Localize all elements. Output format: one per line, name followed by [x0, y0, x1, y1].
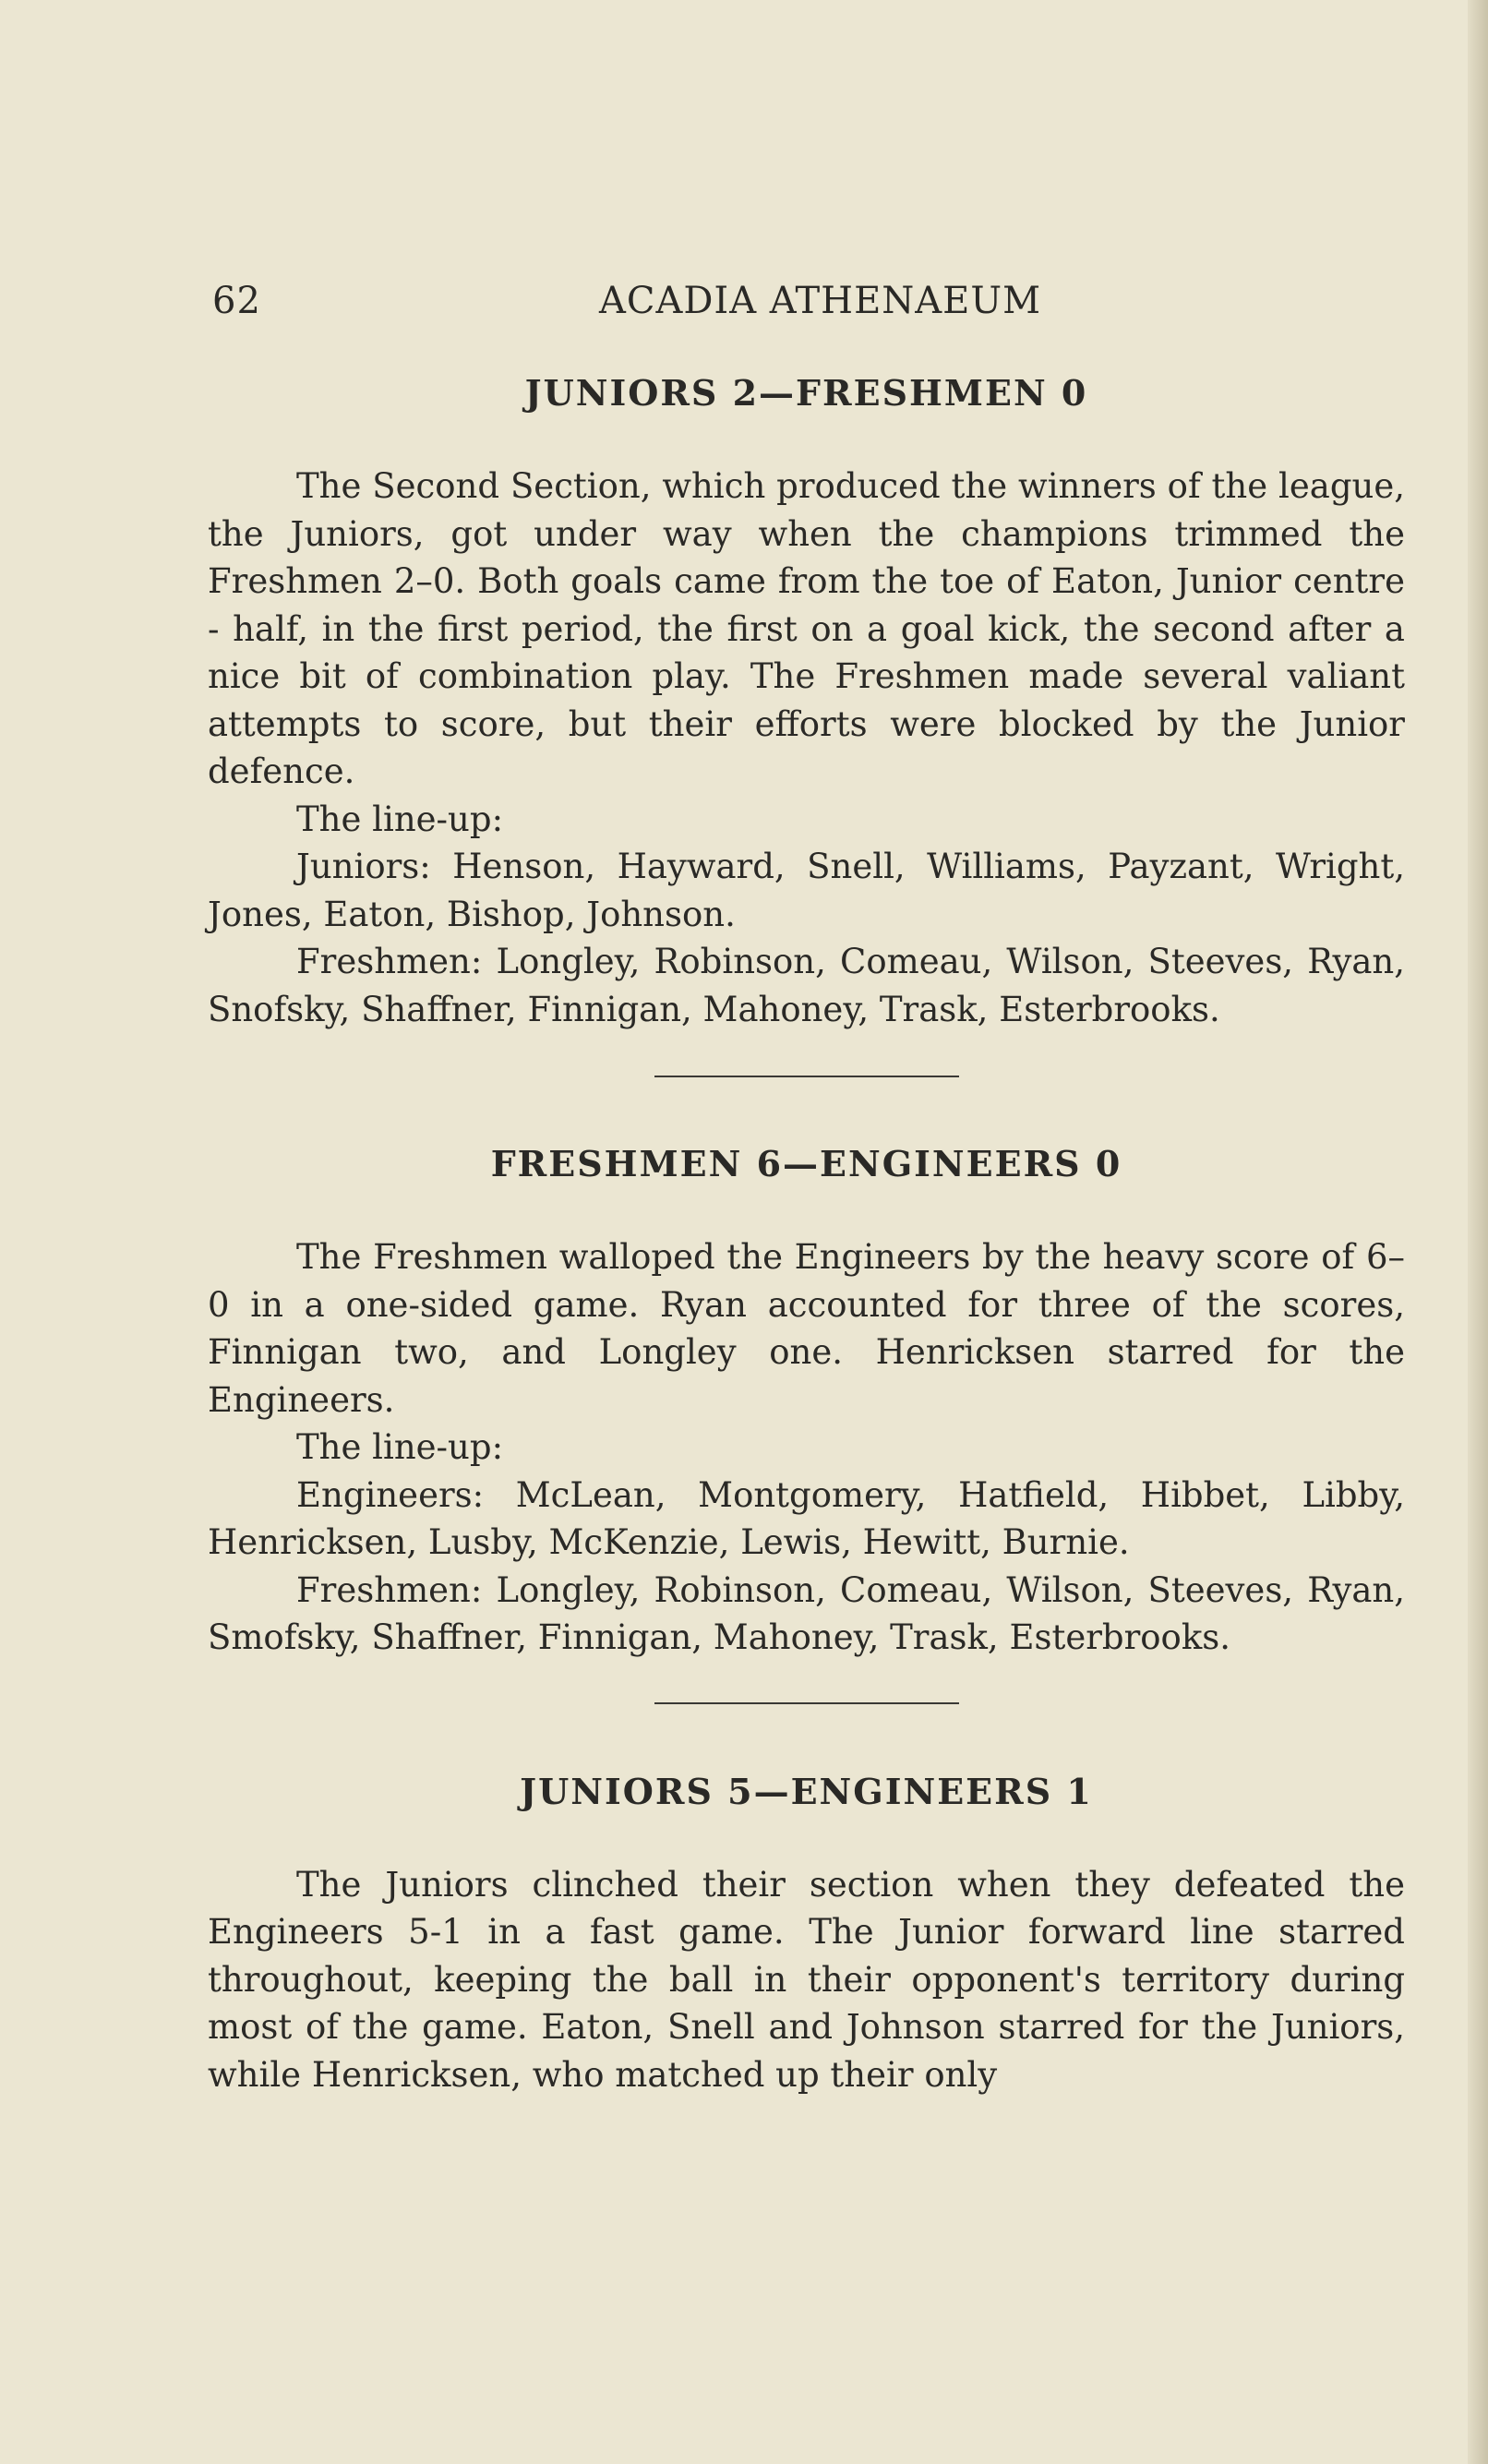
paragraph: Engineers: McLean, Montgomery, Hatfield, Hibbet, Libby, Henricksen, Lusby, McKenzie, Lewis, Hewitt, Burnie. — [208, 1474, 1405, 1562]
paragraph: The line-up: — [296, 1427, 504, 1467]
paragraph: The Freshmen walloped the Engineers by the heavy score of 6–0 in a one-sided game. Ryan accounted for three of the scores, Finnigan two, and Longley one. Henricksen starred for the Engineers. — [208, 1237, 1405, 1420]
section-divider — [654, 1702, 959, 1704]
paragraph: The Second Section, which produced the winners of the league, the Juniors, got under way when the champions trimmed the Freshmen 2–0. Both goals came from the toe of Eaton, Junior centre - half, in the first period, the first on a goal kick, the second after a nice bit of combination play. The Freshmen made several valiant attempts to score, but their efforts were blocked by the Junior defence. — [208, 466, 1405, 791]
paragraph: Freshmen: Longley, Robinson, Comeau, Wilson, Steeves, Ryan, Smofsky, Shaffner, Finnigan, Mahoney, Trask, Esterbrooks. — [208, 1569, 1405, 1657]
document-page — [208, 273, 1405, 2098]
page-edge — [1468, 0, 1488, 2464]
paragraph: Freshmen: Longley, Robinson, Comeau, Wilson, Steeves, Ryan, Snofsky, Shaffner, Finnigan, Mahoney, Trask, Esterbrooks. — [208, 942, 1405, 1029]
section-divider — [654, 1076, 959, 1077]
section-body — [208, 463, 1405, 1033]
paragraph: The Juniors clinched their section when they defeated the Engineers 5-1 in a fast game. The Junior forward line starred throughout, keeping the ball in their opponent's territory during most of the game. Eaton, Snell and Johnson starred for the Juniors, while Henricksen, who matched up their only — [208, 1864, 1405, 2095]
section-title: FRESHMEN 6—ENGINEERS 0 — [490, 1143, 1122, 1184]
journal-title: ACADIA ATHENAEUM — [598, 280, 1042, 322]
section-title: JUNIORS 2—FRESHMEN 0 — [524, 372, 1088, 414]
page-number: 62 — [212, 280, 261, 322]
paragraph: The line-up: — [296, 799, 504, 839]
section-body — [208, 1861, 1405, 2099]
section-title: JUNIORS 5—ENGINEERS 1 — [520, 1770, 1093, 1812]
paragraph: Juniors: Henson, Hayward, Snell, Williams, Payzant, Wright, Jones, Eaton, Bishop, Johnson. — [208, 847, 1405, 934]
section-body — [208, 1233, 1405, 1662]
running-head — [208, 273, 1405, 329]
